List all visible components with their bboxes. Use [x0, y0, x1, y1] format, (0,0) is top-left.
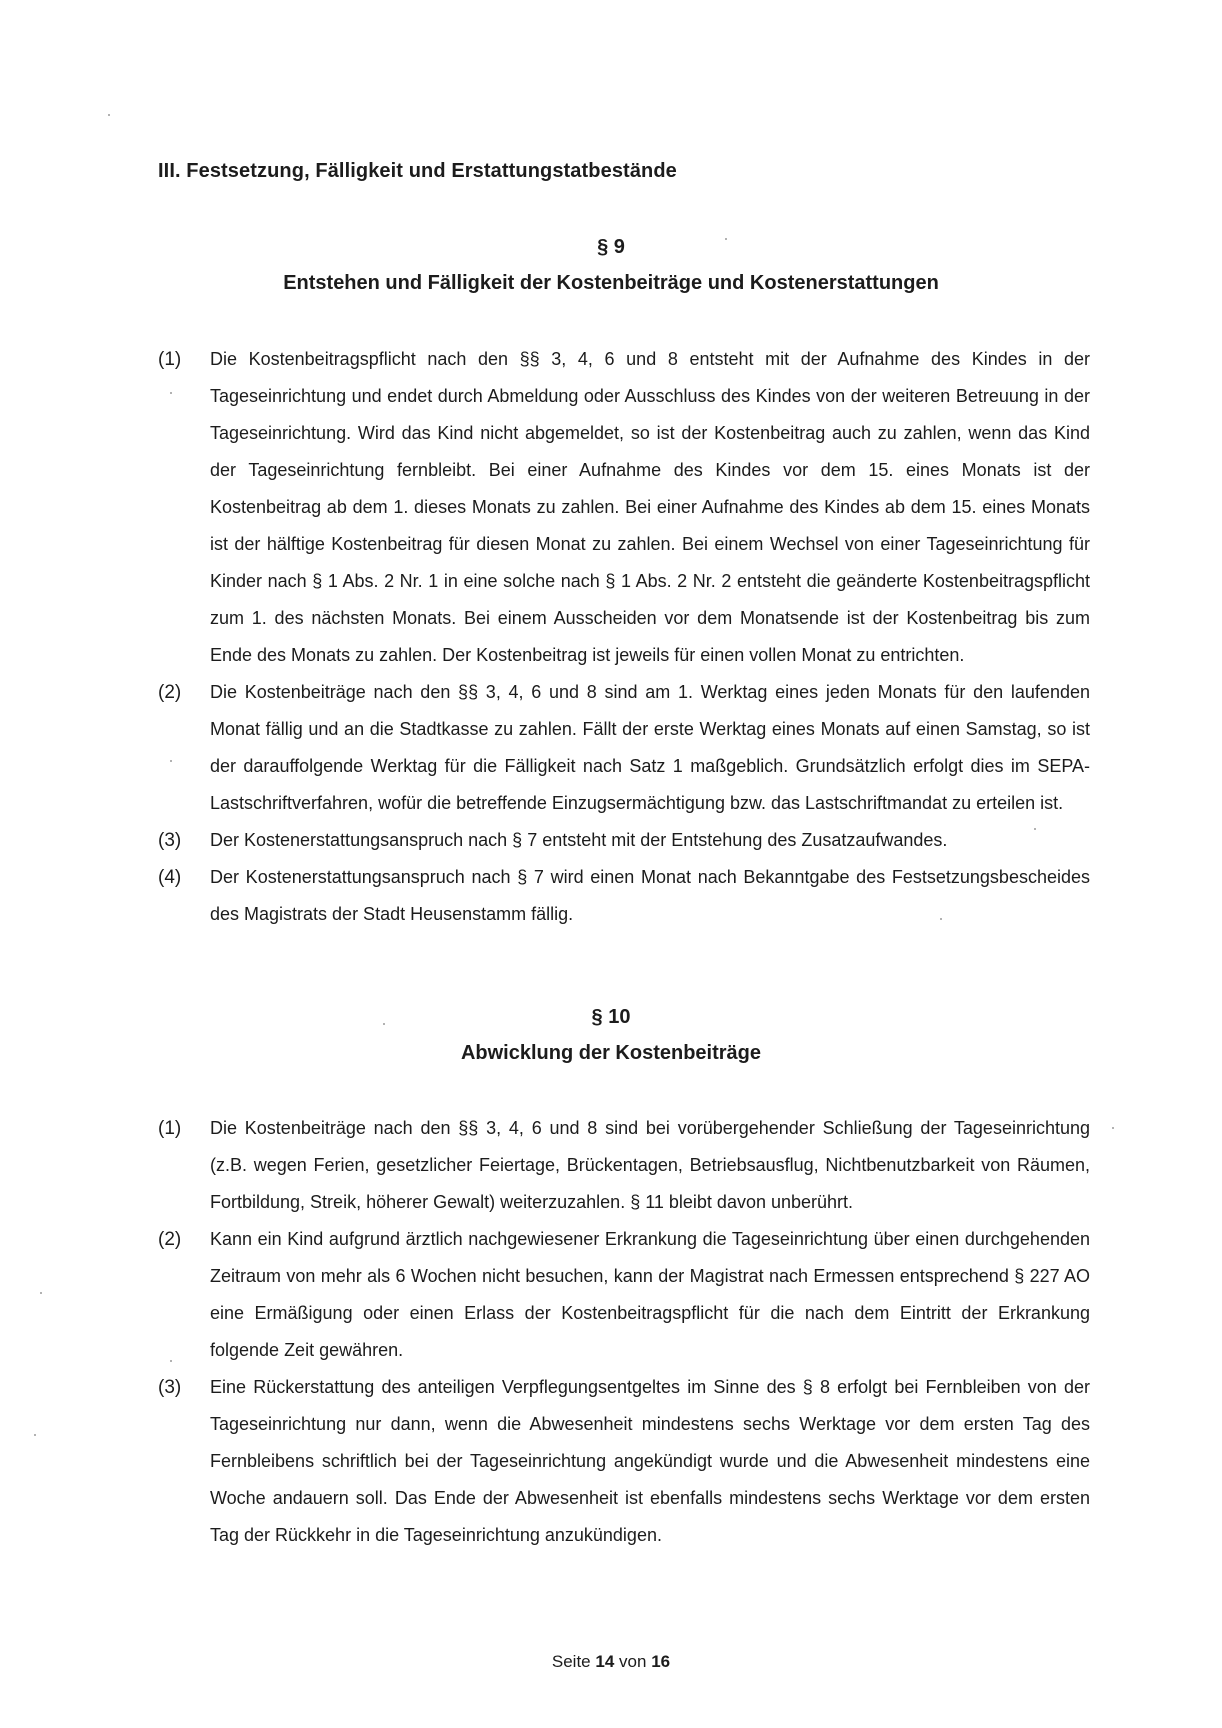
scan-speck [108, 114, 110, 116]
paragraph-number: (2) [158, 682, 182, 703]
scan-speck [383, 1023, 385, 1025]
page-footer [0, 1652, 1222, 1672]
scan-speck [1112, 1127, 1114, 1129]
section-10-title: Abwicklung der Kostenbeiträge [460, 1042, 762, 1064]
scan-speck [940, 918, 942, 920]
scan-speck [725, 238, 727, 240]
scan-speck [170, 392, 172, 394]
section-10-number: § 10 [591, 1006, 631, 1028]
part-title: III. Festsetzung, Fälligkeit und Erstattungstatbestände [158, 160, 677, 182]
paragraph-number: (3) [158, 830, 182, 851]
footer-middle: von [619, 1652, 647, 1671]
paragraph-text: Die Kostenbeiträge nach den §§ 3, 4, 6 und 8 sind bei vorübergehender Schließung der Tageseinrichtung (z.B. wegen Ferien, gesetzlicher Feiertage, Brückentagen, Betriebsausflug, Nichtbenutzbarkeit von Räumen, Fortbildung, Streik, höherer Gewalt) weiterzuzahlen. § 11 bleibt davon unberührt. [210, 1118, 1090, 1212]
paragraph-number: (1) [158, 349, 182, 370]
paragraph-text: Eine Rückerstattung des anteiligen Verpflegungsentgeltes im Sinne des § 8 erfolgt bei Fernbleiben von der Tageseinrichtung nur dann, wenn die Abwesenheit mindestens sechs Werktage vor dem ersten Tag des Fernbleibens schriftlich bei der Tageseinrichtung angekündigt wurde und die Abwesenheit mindestens eine Woche andauern soll. Das Ende der Abwesenheit ist ebenfalls mindestens sechs Werktage vor dem ersten Tag der Rückkehr in die Tageseinrichtung anzukündigen. [210, 1377, 1090, 1545]
paragraph-number: (2) [158, 1229, 182, 1250]
paragraph-text: Die Kostenbeiträge nach den §§ 3, 4, 6 und 8 sind am 1. Werktag eines jeden Monats für den laufenden Monat fällig und an die Stadtkasse zu zahlen. Fällt der erste Werktag eines Monats auf einen Samstag, so ist der darauffolgende Werktag für die Fälligkeit nach Satz 1 maßgeblich. Grundsätzlich erfolgt dies im SEPA-Lastschriftverfahren, wofür die betreffende Einzugsermächtigung bzw. das Lastschriftmandat zu erteilen ist. [210, 682, 1090, 813]
paragraph-text: Kann ein Kind aufgrund ärztlich nachgewiesener Erkrankung die Tageseinrichtung über einen durchgehenden Zeitraum von mehr als 6 Wochen nicht besuchen, kann der Magistrat nach Ermessen entsprechend § 227 AO eine Ermäßigung oder einen Erlass der Kostenbeitragspflicht für die nach dem Eintritt der Erkrankung folgende Zeit gewähren. [210, 1229, 1090, 1360]
scan-speck [34, 1434, 36, 1436]
paragraph-number: (1) [158, 1118, 182, 1139]
footer-current-page: 14 [595, 1652, 615, 1671]
scan-speck [40, 1292, 42, 1294]
section-9-paragraph-3 [158, 822, 1090, 859]
paragraph-text: Der Kostenerstattungsanspruch nach § 7 entsteht mit der Entstehung des Zusatzaufwandes. [210, 830, 948, 850]
section-9-number: § 9 [597, 236, 625, 258]
footer-prefix: Seite [551, 1652, 591, 1671]
section-9-paragraph-2 [158, 674, 1090, 822]
section-10-paragraph-3 [158, 1369, 1090, 1554]
section-9-paragraph-1 [158, 341, 1090, 674]
paragraph-text: Die Kostenbeitragspflicht nach den §§ 3, 4, 6 und 8 entsteht mit der Aufnahme des Kindes in der Tageseinrichtung und endet durch Abmeldung oder Ausschluss des Kindes von der weiteren Betreuung in der Tageseinrichtung. Wird das Kind nicht abgemeldet, so ist der Kostenbeitrag auch zu zahlen, wenn das Kind der Tageseinrichtung fernbleibt. Bei einer Aufnahme des Kindes vor dem 15. eines Monats ist der Kostenbeitrag ab dem 1. dieses Monats zu zahlen. Bei einer Aufnahme des Kindes ab dem 15. eines Monats ist der hälftige Kostenbeitrag für diesen Monat zu zahlen. Bei einem Wechsel von einer Tageseinrichtung für Kinder nach § 1 Abs. 2 Nr. 1 in eine solche nach § 1 Abs. 2 Nr. 2 entsteht die geänderte Kostenbeitragspflicht zum 1. des nächsten Monats. Bei einem Ausscheiden vor dem Monatsende ist der Kostenbeitrag bis zum Ende des Monats zu zahlen. Der Kostenbeitrag ist jeweils für einen vollen Monat zu entrichten. [210, 349, 1090, 665]
section-9-paragraph-4 [158, 859, 1090, 933]
paragraph-number: (4) [158, 867, 182, 888]
section-10-paragraph-2 [158, 1221, 1090, 1369]
scan-speck [170, 760, 172, 762]
paragraph-number: (3) [158, 1377, 182, 1398]
footer-total-pages: 16 [651, 1652, 671, 1671]
scan-speck [1034, 828, 1036, 830]
paragraph-text: Der Kostenerstattungsanspruch nach § 7 wird einen Monat nach Bekanntgabe des Festsetzungsbescheides des Magistrats der Stadt Heusenstamm fällig. [210, 867, 1090, 924]
section-9-title: Entstehen und Fälligkeit der Kostenbeiträge und Kostenerstattungen [283, 272, 939, 294]
scan-speck [170, 1360, 172, 1362]
section-10-paragraph-1 [158, 1110, 1090, 1221]
